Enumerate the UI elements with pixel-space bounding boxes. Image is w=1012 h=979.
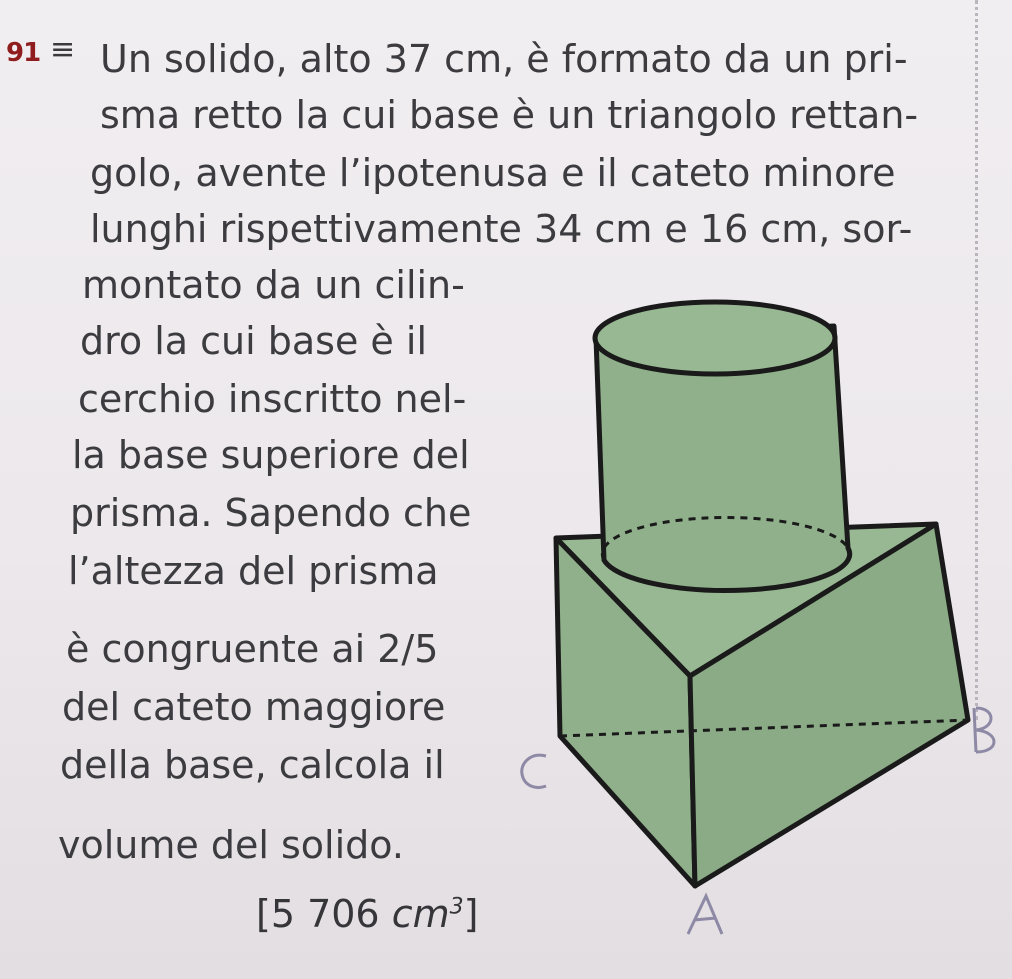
cylinder <box>595 302 850 590</box>
problem-line-4: lunghi rispettivamente 34 cm e 16 cm, sor- <box>90 207 913 251</box>
problem-line-11: è congruente ai 2/5 <box>66 627 439 671</box>
problem-line-9: prisma. Sapendo che <box>70 491 472 535</box>
answer-close-bracket: ] <box>463 892 479 936</box>
problem-line-1: Un solido, alto 37 cm, è formato da un pri- <box>100 37 908 81</box>
problem-line-6: dro la cui base è il <box>80 319 428 363</box>
answer-exponent: 3 <box>449 894 464 920</box>
vertex-label-c <box>522 755 546 787</box>
problem-line-3: golo, avente l’ipotenusa e il cateto minore <box>90 151 896 195</box>
vertex-label-b <box>974 708 994 752</box>
problem-line-8: la base superiore del <box>72 433 470 477</box>
problem-line-5: montato da un cilin- <box>82 263 465 307</box>
problem-line-14: volume del solido. <box>58 823 404 867</box>
answer-value: [5 706 <box>256 892 380 936</box>
cylinder-top-ellipse <box>595 302 835 374</box>
problem-line-13: della base, calcola il <box>60 743 445 787</box>
problem-line-12: del cateto maggiore <box>62 685 446 729</box>
problem-line-2: sma retto la cui base è un triangolo rettan- <box>100 93 919 137</box>
problem-line-10: l’altezza del prisma <box>68 549 439 593</box>
problem-line-7: cerchio inscritto nel- <box>78 377 467 421</box>
answer-unit: cm <box>391 892 450 936</box>
exercise-number: 91 <box>6 38 41 68</box>
vertex-label-a <box>688 896 722 934</box>
difficulty-marker-icon: ≡ <box>50 32 76 67</box>
